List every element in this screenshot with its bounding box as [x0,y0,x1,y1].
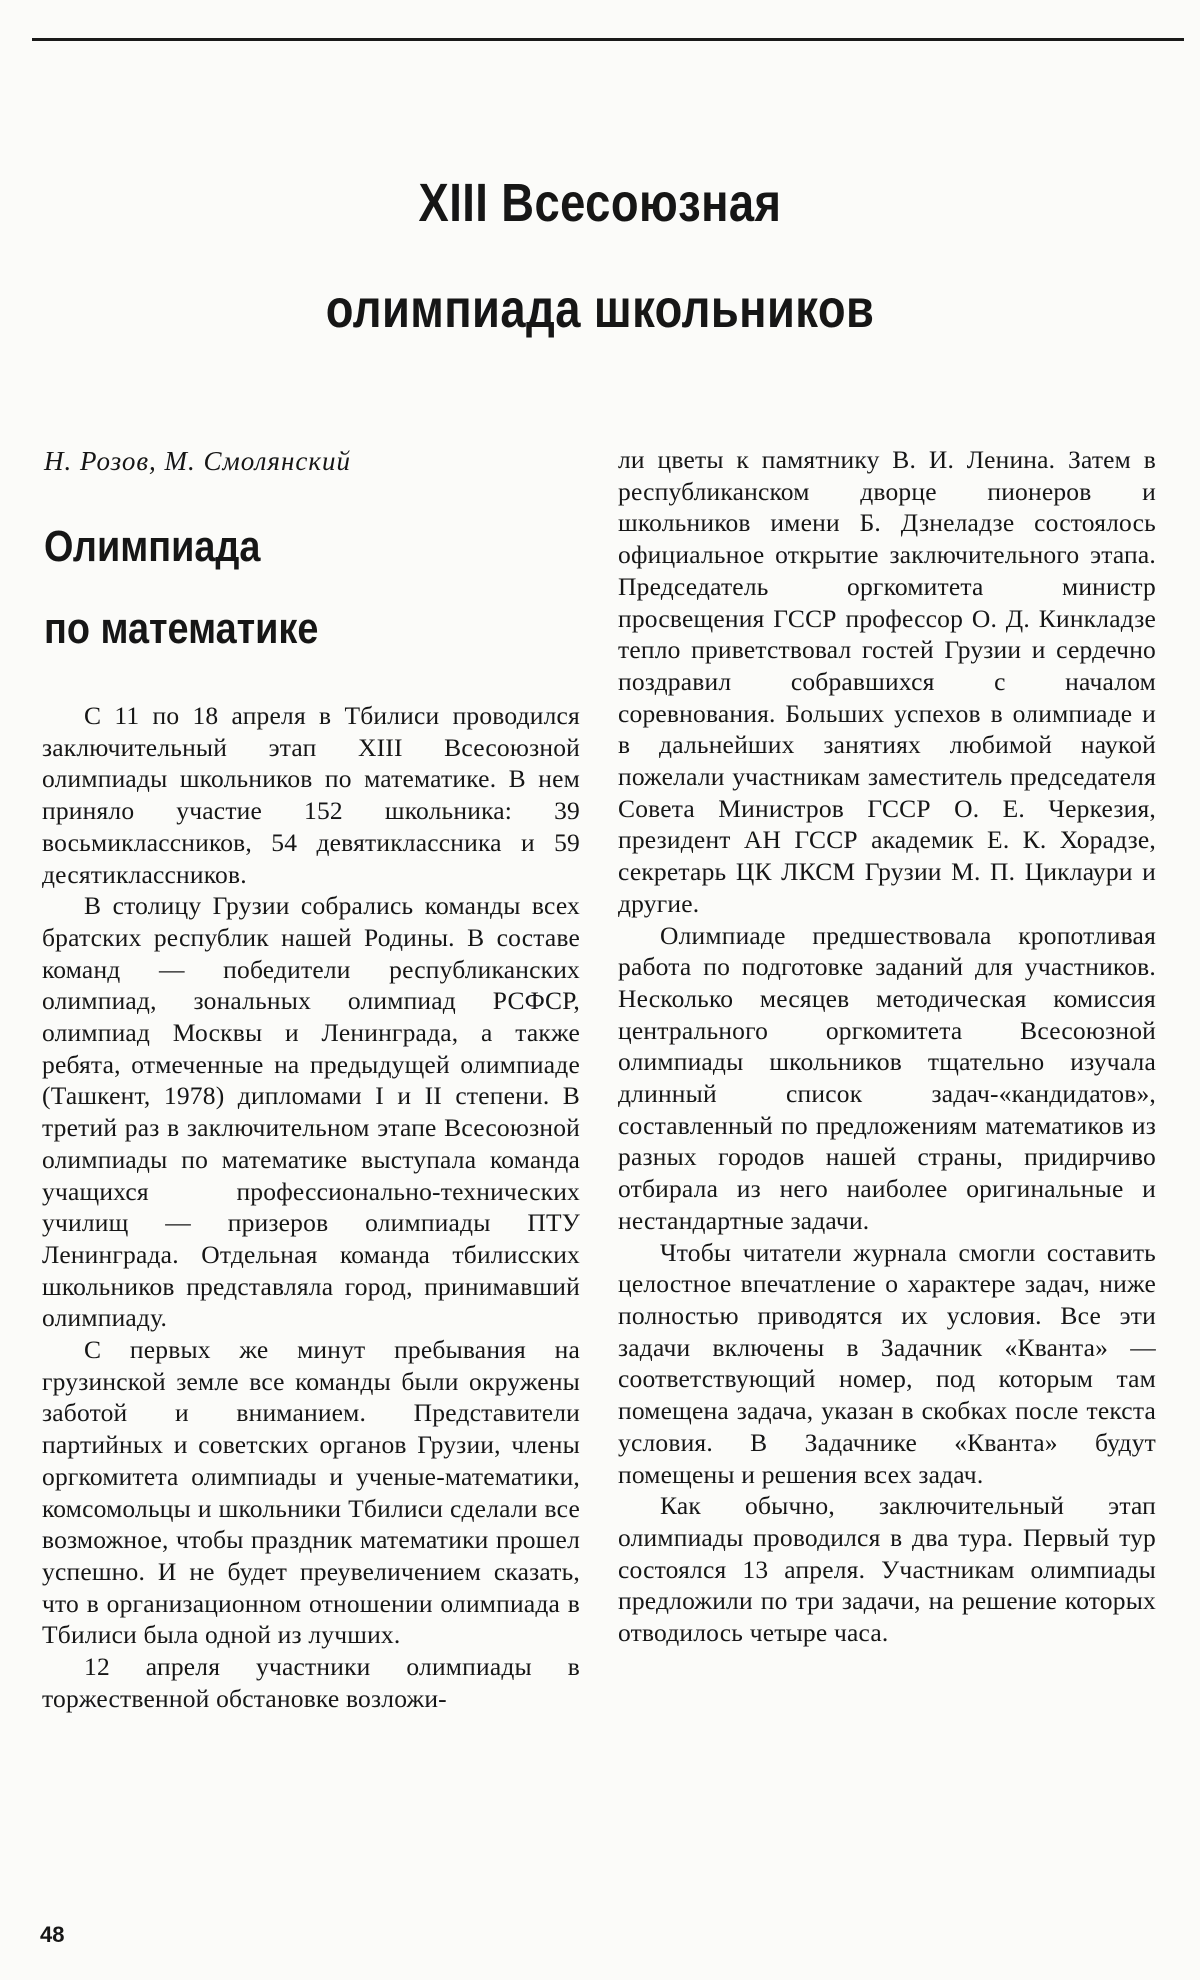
section-title-line-2: по математике [44,604,319,653]
top-rule [32,38,1184,41]
main-title-line-2: олимпиада школьников [325,279,875,339]
paragraph: В столицу Грузии собрались команды всех братских республик нашей Родины. В составе команд — победители республиканских олимпиад, зональных олимпиад РСФСР, олимпиад Москвы и Ленинграда, а также ребята, отмеченные на предыдущей олимпиаде (Ташкент, 1978) дипломами I и II степени. В третий раз в заключительном этапе Всесоюзной олимпиады по математике выступала команда учащихся профессионально-технических училищ — призеров олимпиады ПТУ Ленинграда. Отдельная команда тбилисских школьников представляла город, принимавший олимпиаду. [42,891,580,1333]
main-title [96,150,1104,362]
article-authors: Н. Розов, М. Смолянский [44,446,351,476]
left-column [42,700,580,1715]
section-title-line-1: Олимпиада [44,522,261,571]
page-number: 48 [40,1922,65,1947]
paragraph: 12 апреля участники олимпиады в торжественной обстановке возложи- [42,1652,580,1713]
paragraph: Как обычно, заключительный этап олимпиады проводился в два тура. Первый тур состоялся 13 апреля. Участникам олимпиады предложили по три задачи, на решение которых отводилось четыре часа. [618,1491,1156,1648]
paragraph: С первых же минут пребывания на грузинской земле все команды были окружены заботой и вниманием. Представители партийных и советских органов Грузии, члены оргкомитета олимпиады и ученые-математики, комсомольцы и школьники Тбилиси сделали все возможное, чтобы праздник математики прошел успешно. И не будет преувеличением сказать, что в организационном отношении олимпиада в Тбилиси была одной из лучших. [42,1335,580,1650]
paragraph: С 11 по 18 апреля в Тбилиси проводился заключительный этап XIII Всесоюзной олимпиады школьников по математике. В нем приняло участие 152 школьника: 39 восьмиклассников, 54 девятиклассника и 59 десятиклассников. [42,701,580,889]
paragraph: Чтобы читатели журнала смогли составить целостное впечатление о характере задач, ниже полностью приводятся их условия. Все эти задачи включены в Задачник «Кванта» — соответствующий номер, под которым там помещена задача, указан в скобках после текста условия. В Задачнике «Кванта» будут помещены и решения всех задач. [618,1237,1156,1489]
paragraph: Олимпиаде предшествовала кропотливая работа по подготовке заданий для участников. Несколько месяцев методическая комиссия центрального оргкомитета Всесоюзной олимпиады школьников тщательно изучала длинный список задач-«кандидатов», составленный по предложениям математиков из разных городов нашей страны, придирчиво отбирала из него наиболее оригинальные и нестандартные задачи. [618,920,1156,1235]
right-column [618,444,1156,1649]
main-title-line-1: XIII Всесоюзная [418,173,782,233]
section-title [44,506,491,670]
paragraph-continued: ли цветы к памятнику В. И. Ленина. Затем в республиканском дворце пионеров и школьников имени Б. Дзнеладзе состоялось официальное открытие заключительного этапа. Председатель оргкомитета министр просвещения ГССР профессор О. Д. Кинкладзе тепло приветствовал гостей Грузии и сердечно поздравил собравшихся с началом соревнования. Больших успехов в олимпиаде и в дальнейших занятиях любимой наукой пожелали участникам заместитель председателя Совета Министров ГССР О. Е. Черкезия, президент АН ГССР академик Е. К. Хорадзе, секретарь ЦК ЛКСМ Грузии М. П. Циклаури и другие. [618,445,1156,918]
